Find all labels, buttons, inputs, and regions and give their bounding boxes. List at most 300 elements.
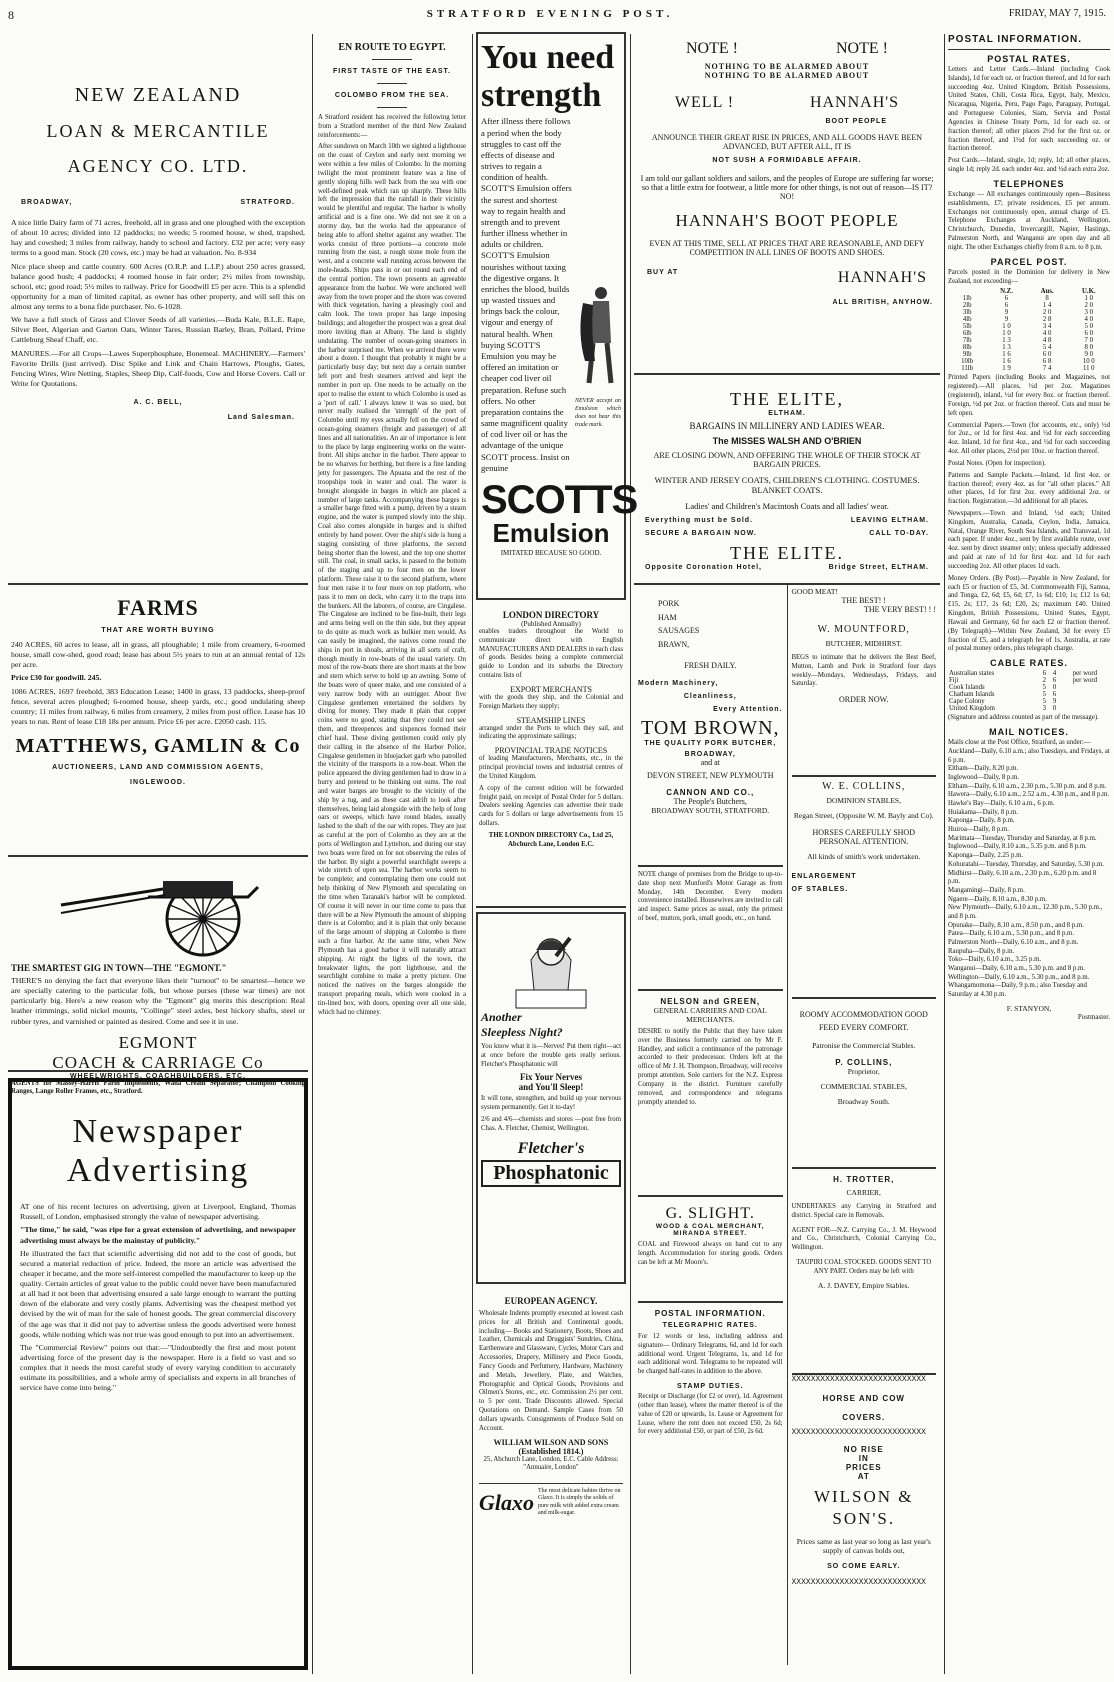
elite-misses: The MISSES WALSH AND O'BRIEN [712, 436, 862, 446]
fresh-daily: FRESH DAILY. [684, 661, 737, 671]
phosphatonic-brand: Phosphatonic [481, 1160, 621, 1187]
cannon-sub: The People's Butchers, [673, 797, 747, 807]
elite-every: Everything must be Sold. [645, 517, 754, 524]
adv-para-4: The "Commercial Review" points out that:—"Undoubtedly the first and most potent advertising force of the present day is the newspaper. Here is a field so vast and so complex that it needs the most careful study of every varying condition to accurately estimate its possibilities, and a whole army of specialists and experts in all branches of service have come into being." [20, 1342, 296, 1393]
egmont-gig-ad [8, 857, 308, 1096]
table-cell: 4 0 [1042, 330, 1052, 338]
nothing-2: NOTHING TO BE ALARMED ABOUT [704, 71, 870, 80]
farms-title: FARMS [117, 595, 199, 620]
matthews-town: INGLEWOOD. [130, 779, 186, 786]
table-cell: 2 0 [1084, 302, 1094, 310]
nz-signed: A. C. BELL, [133, 399, 183, 406]
nz-address-right: STRATFORD. [240, 199, 295, 206]
article-headline: EN ROUTE TO EGYPT. [338, 42, 446, 53]
table-cell: 11 0 [1082, 365, 1095, 373]
egmont-agents: AGENTS for Massey-Harris Farm Implements, Wana Cream Separator; Champion Cooking Ranges, Lange Roller Frames, etc., Stratford. [11, 1079, 305, 1096]
table-cell [1060, 705, 1110, 712]
table-row [948, 365, 1110, 372]
column-4 [634, 30, 940, 1678]
matthews-sub: AUCTIONEERS, LAND AND COMMISSION AGENTS, [52, 764, 264, 771]
sleep-fix-2: and You'll Sleep! [518, 1082, 584, 1093]
list-item: Marimata—Tuesday, Thursday and Saturday, at 8 p.m. [948, 834, 1097, 842]
hannahs-name: HANNAH'S [809, 94, 900, 111]
adv-para-2: "The time," he said, "was ripe for a great extension of advertising, and newspaper advertising must always be the mainstay of publicity." [20, 1225, 296, 1245]
commercial-stables-ad [792, 1009, 937, 1169]
tom-devon: DEVON STREET, NEW PLYMOUTH [647, 771, 774, 781]
hannahs-name-2: HANNAH'S [837, 269, 927, 286]
nz-role: Land Salesman. [227, 414, 295, 421]
article-intro: A Stratford resident has received the following letter from a Stratford member of the third New Zealand reinforcements:— [318, 114, 466, 139]
modern: Modern Machinery, [638, 680, 719, 688]
mountford-ad [792, 587, 937, 777]
nz-title-3: AGENCY CO. LTD. [67, 156, 249, 176]
list-item: Inglewood—Daily, 8.10 a.m., 5.35 p.m. and 8 p.m. [948, 843, 1087, 851]
parcel-post: PARCEL POST. [990, 256, 1068, 267]
newspaper-title: STRATFORD EVENING POST. [426, 8, 674, 20]
table-cell: 0 [1052, 705, 1057, 713]
nelson-title: NELSON and GREEN, [660, 997, 761, 1006]
divider [377, 83, 407, 84]
trotter-ad [792, 1175, 937, 1375]
told-text: I am told our gallant soldiers and sailors, and the peoples of Europe are suffering far worse; so that a little extra for footwear, a little more for other things, is not out of reason—IS IT? NO! [640, 174, 934, 201]
dir-p4: of leading Manufacturers, Merchants, etc., in the principal provincial towns and industrial centres of the United Kingdom. [479, 755, 623, 780]
table-row [948, 344, 1110, 351]
mountford-text: BEGS to intimate that he delivers the Best Beef, Mutton, Lamb and Pork in Stratford four days weekly—Mondays, Wednesdays, Fridays, and Saturday. [791, 654, 936, 688]
note-left: NOTE ! [686, 40, 738, 57]
covers: COVERS. [842, 1413, 886, 1422]
col4-left [634, 585, 787, 1665]
list-item: Hawke's Bay—Daily, 6.10 a.m., 6 p.m. [948, 800, 1055, 808]
sleep-fix-1: Fix Your Nerves [520, 1072, 582, 1083]
table-cell: 7lb [962, 337, 972, 345]
table-cell: 9 [1052, 698, 1057, 706]
article-sub-2: COLOMBO FROM THE SEA. [334, 92, 450, 99]
nz-listing-1: A nice little Dairy farm of 71 acres, freehold, all in grass and one ploughed with the exception of about 10 acres; divided into 12 paddocks; no weeds; 5 roomed house, w shed, trapshed, hay and cowshed; 3 miles from railway, handy to school and factory. £32 per acre; very easy terms to a good man. Stock (20 cows, etc.) may be had at valuation. No. 8-934 [11, 218, 305, 258]
scotts-never: NEVER accept an Emulsion which does not bear this trade mark. [575, 398, 621, 428]
table-row [948, 309, 1110, 316]
mountford-name: W. MOUNTFORD, [817, 624, 910, 635]
wilson-sons: SON'S. [832, 1509, 896, 1528]
patterns: Patterns and Sample Packets.—Inland, 1d first 4oz. or fraction thereof; every 4oz. as for "all other places." All other places, 1d for first 2oz. every additional 2oz. or fraction. Registration.—3d additional for all places. [948, 471, 1110, 506]
london-directory-ad [476, 602, 626, 908]
list-item: Palmerston North—Daily, 6.10 a.m., and 8 p.m. [948, 939, 1079, 947]
pork-list: PORK HAM SAUSAGES BRAWN, [658, 599, 700, 649]
fisherman-cod-icon [575, 283, 621, 393]
slight-title: G. SLIGHT. [665, 1205, 755, 1222]
adv-title-line-2: Advertising [66, 1152, 250, 1190]
table-cell: 4 0 [1084, 316, 1094, 324]
collins-dominion: DOMINION STABLES, [826, 796, 901, 805]
collins-smith: All kinds of smith's work undertaken. [807, 852, 921, 861]
wilson-prices: Prices same as last year so long as last year's supply of canvas holds out, [796, 1537, 931, 1555]
elite-bargains: BARGAINS IN MILLINERY AND LADIES WEAR. [689, 421, 885, 431]
list-item: Ngaere—Daily, 8.10 a.m., 8.30 p.m. [948, 895, 1047, 903]
collins-horses: HORSES CAREFULLY SHOD PERSONAL ATTENTION. [812, 828, 915, 846]
table-row [948, 330, 1110, 337]
horse-cow: HORSE AND COW [822, 1394, 905, 1403]
collins-enlarge: ENLARGEMENT OF STABLES. [791, 873, 857, 893]
table-cell: 2 [1042, 677, 1047, 685]
table-cell: Chatham Islands [949, 691, 995, 699]
x-border-bottom: XXXXXXXXXXXXXXXXXXXXXXXXXXXX [791, 1578, 926, 1587]
table-cell: 6 [1052, 691, 1057, 699]
elite-leaving: LEAVING ELTHAM. [850, 517, 929, 524]
table-cell: 1 0 [1002, 323, 1011, 331]
best-1: THE BEST! ! [841, 596, 886, 605]
table-cell: United Kingdom [949, 705, 995, 713]
table-cell: 1 6 [1002, 358, 1011, 366]
table-cell: 2 8 [1042, 316, 1052, 324]
list-item: Wellington—Daily, 6.10 a.m., 5.30 p.m., and 8 p.m. [948, 973, 1090, 981]
dir-h3: PROVINCIAL TRADE NOTICES [494, 746, 608, 756]
sleep-text-2: It will tone, strengthen, and build up your nervous system permanently. Get it to-day! [481, 1095, 621, 1112]
money-orders: Money Orders. (By Post).—Payable in New Zealand, for each £5 or fraction of £5, 3d. Commonwealth Fiji, Samoa, and Tonga, £2, 6d; £5, 6d; £7, 1s 6d; £10, 1s; £12 1s 6d; £15, 2s; £17, 2s 6d; £20, 2s; maximum £40. United Kingdom, British Possessions, United States, Egypt, Hawaii and Germany, 6d for each £2 or fraction thereof. (By Telegraph)—Within New Zealand, 3d for every £5 fraction of £5, and a telegraph fee of 1s. Australia, at rate of postal money orders, plus telegraph charge. [948, 574, 1110, 653]
column-rule [312, 34, 313, 1674]
euro-firm: WILLIAM WILSON AND SONS (Established 1814.) [493, 1437, 609, 1456]
best-2: THE VERY BEST! ! ! [864, 605, 936, 614]
table-row [948, 677, 1110, 684]
newspapers: Newspapers.—Town and Inland, ½d each; United Kingdom, Australia, Canada, Ceylon, India, Jamaica, Natal, Orange River, South Sea Islands, and Transvaal, 1d each paper. If under 4oz., sent by first available route, over 4oz. sent by direct steamer only; unless specially addressed and paid at rate of 1d for first 4oz. and 1d for each succeeding 2oz. All other places 1d each. [948, 509, 1110, 570]
list-item: Patea—Daily, 6.10 a.m., 5.30 p.m., and 8 p.m. [948, 930, 1075, 938]
table-row [948, 295, 1110, 302]
parcel-intro: Parcels posted in the Dominion for delivery in New Zealand, not exceeding— [948, 268, 1110, 285]
gig-text: THERE'S no denying the fact that everyone likes their "turnout" to be smartest—hence we are specially catering to the particular folk, but whose purses (these war times) are not particularly big. Here's a new reason why the "Egmont" gig merits this description: Real leather trimmings, solid nickel mounts, "Collinge" steel axles, best hickory shafts, steel or rubber tyres, and varnished or painted as desired. Come and see it in use. [11, 976, 305, 1026]
column-1 [8, 30, 308, 1678]
list-item: Midhirst—Daily, 6.10 a.m., 2.30 p.m., 6.20 p.m. and 8 p.m. [948, 869, 1097, 886]
hannahs-ad [634, 30, 940, 375]
list-item: Opunake—Daily, 8.10 a.m., 8.50 p.m., and 8 p.m. [948, 921, 1084, 929]
col4-split [634, 585, 940, 1665]
list-item: Toko—Daily, 6.10 a.m., 3.25 p.m. [948, 956, 1042, 964]
table-header-cell [948, 288, 986, 295]
table-row [948, 684, 1110, 691]
adv-para-3: He illustrated the fact that scientific advertising did not add to the cost of goods, but secured a material reduction of price. Indeed, the more an article was advertised the cheaper it became, and the more self-interest compelled the manufacturer to keep up the quality. Certain articles of great value to the public could never have been manufactured at all had it not been that advertising ensured a sale large enough to warrant the putting down of the elaborate and very costly plants. Advertising was the cheapest method yet devised by the wit of man for the sale of honest goods. The great commercial discovery of the age was that it did not pay to advertise unless the goods advertised were honest goods, while nothing which was not true was good enough to put into an advertisement. [20, 1248, 296, 1339]
table-cell: 6 8 [1042, 358, 1052, 366]
sleep-head-1: Another [481, 1010, 522, 1024]
table-cell [1060, 698, 1110, 705]
table-cell: 5 [1042, 691, 1047, 699]
list-item: Raupuha—Daily, 8 p.m. [948, 947, 1015, 955]
table-cell: 3 4 [1042, 323, 1052, 331]
table-cell: per word [1072, 670, 1098, 678]
tom-broadway: BROADWAY, [684, 751, 736, 759]
table-header-cell: N.Z. [1000, 288, 1013, 296]
divider [372, 59, 412, 60]
table-cell: 6 0 [1042, 351, 1052, 359]
nz-address-left: BROADWAY, [21, 199, 73, 206]
dir-sub: (Published Annually) [521, 620, 581, 628]
tel-rates: TELEGRAPHIC RATES. [662, 1322, 758, 1329]
table-cell: 1lb [962, 295, 972, 303]
table-cell: 2 0 [1042, 309, 1052, 317]
table-row [948, 337, 1110, 344]
even-text: EVEN AT THIS TIME, SELL AT PRICES THAT ARE REASONABLE, AND DEFY COMPETITION IN ALL LINES OF BOOTS AND SHOES. [649, 239, 925, 257]
telephones: TELEPHONES [993, 178, 1065, 189]
sleepless-man-icon [506, 920, 596, 1008]
farms-listing-2: 1086 ACRES, 1697 freehold, 383 Education Lease; 1400 in grass, 13 paddocks, sheep-proof fence, several acres ploughed; 6-roomed house, sheep yards, etc.; good undulating sheep country; 11 miles from railway, 6 miles from creamery, 2 miles from post office. Lease has 10 years to run. Rent of lease £18 18s per annum. Price £6 per acre. £2050 cash. 115. [11, 686, 305, 726]
table-header-cell: Aus. [1040, 288, 1054, 296]
roomy: ROOMY ACCOMMODATION GOOD FEED EVERY COMFORT. [799, 1010, 928, 1032]
table-cell: 1 9 [1002, 365, 1011, 373]
list-item: Whangamomona—Daily, 9 p.m.; also Tuesday and Saturday at 4.30 p.m. [948, 982, 1087, 999]
farms-sub: THAT ARE WORTH BUYING [101, 627, 215, 634]
pcollins: P. COLLINS, [835, 1057, 893, 1067]
table-row [948, 323, 1110, 330]
farms-ad [8, 585, 308, 857]
mountford-sub: BUTCHER, MIDHIRST. [825, 639, 902, 648]
table-cell: 9lb [962, 351, 972, 359]
euro-title: EUROPEAN AGENCY. [504, 1296, 598, 1306]
farms-listing-1b: Price £30 for goodwill. 245. [11, 673, 102, 683]
masthead [0, 0, 1114, 30]
list-item: Kaponga—Daily, 2.25 p.m. [948, 852, 1024, 860]
table-cell: 6 [1042, 670, 1047, 678]
table-cell: 1 6 [1002, 351, 1011, 359]
boot-people: BOOT PEOPLE [825, 118, 887, 125]
table-cell: 7 0 [1084, 337, 1094, 345]
hannahs-boot-people: HANNAH'S BOOT PEOPLE [675, 211, 899, 230]
dir-title: LONDON DIRECTORY [502, 610, 600, 620]
table-cell: 4 [1052, 670, 1057, 678]
glaxo-text: The most delicate babies thrive on Glaxo. It is simply the solids of pure milk with added extra cream and milk-sugar. [538, 1488, 621, 1516]
nz-manures: MANURES.—For all Crops—Lawes Superphosphate, Bonemeal. MACHINERY.—Farmers' Favorite Drills (just arrived). Disc Spike and Link and Chain Harrows, Ploughs, Gates, Fencing Wires, Wire Netting, Staples, Sheep Dip, Calf-foods, Cow and Horse Covers. Call or Write for Quotations. [11, 348, 305, 388]
glaxo-brand: Glaxo [479, 1489, 534, 1515]
cable-rates-table [948, 670, 1110, 712]
article-body: After sundown on March 10th we sighted a lighthouse on the coast of Ceylon and early next morning we were within a few miles of Colombo. In the morning twilight the most prominent feature was a line of gently sloping hills well back from the sea with one well-defined peak which ran up sharply. These hills left the impression that the rainfall in their vicinity would be plentiful and regular. The harbor is wholly artificial and is a fine one. We did not see it on a stormy day, but the works had the appearance of being able to afford shelter against any weather. The works consist of three portions—a concrete mole running from the east, a rough stone mole from the west, and a concrete wall running across between the mole-heads. Ships pass in or out round each end of the central portion. The town presents an agreeable appearance from the harbor. We were anchored well away from the town proper and the shore was covered with thick vegetation, having a pleasingly cool and calm look. The town proper has large imposing buildings; and altogether the prospect was a great deal more inviting than at Albany. The land is slightly undulating. The number of ocean-going steamers in the harbor surprised me. When we arrived there were about a dozen. I thought that probably it might be a particularly busy day; but next day a certain number left port and fresh steamers arrived and kept the number in port up. One needs to be actually on the spot to realise the extent to which Colombo is used as a 'port of call.' I always knew it was so used, but never really realised the 'strength' of the port of Colombo until my eyes actually fell on the crowd of ocean-going steamers (freight and passenger) of all lines and all nationalities. An air of importance is lent to the place by large engineering works on the water-front. All ships anchor in the harbor. There appear to be no wharves for berthing, but there is a fine landing jetty for passengers. The Apuana and the rest of the troopships took in water and coal. The water is brought alongside in barges in which are placed a number of large tanks. Accompanying these barges is a smaller barge fitted with a pump, driven by a steam engine, and the water is pumped slowly into the ship. Coal also comes alongside in barges and is shifted entirely by hand power. Over the ship's side is hung a staging consisting of three platforms, the second being shorter than the lowest, and the top one shorter still. The coal, in small sacks, is passed to the bottom of the staging and up to four men on the lower platform. These raise it to the second platform, where four men raise it to four more on top platform, who pass it to men on deck, who carry it to the traps into the bunkers. All the laborers, of course, are Cingalese. The Cingalese are inclined to be fine-built, their legs and arms being well on the thin side, but they appear to do quite as much work as bulkier men would. As can easily be imagined, the natives come round the ships in port in shoals, arriving in all sorts of craft, though mostly in row-boats of the usual variety. On most of the row-boats there are short masts at the bow and stern which serve to hold up an awning. Some of the boats were of queer make, and one consisted of a very narrow body with an outrigger. About five Cingalese gentlemen entertained the soldiers by diving for money. They made it plain that copper coins were no good, stating that they could not see them, and threepences and sixpences formed their chief haul. These diving gentlemen could only ply their calling in the absence of the Harbor Police, Cingalese gentlemen in bluejacket garb who patrolled the vicinity of the transports in a row-boat. When the police appeared the diving gentlemen had to draw in a hurry and pretend to be thinking out sums. The real and water barges are brought to the vicinity of the ship by a tug, and as these cast adrift to look after themselves, being laid alongside with the help of long oars or sweeps, which have round blades, usually lashed to the shaft of the oar with ropes. They are just as careful at the port of Colombo as they are at the ports of Wellington and Lyttelton, and during our stay two boats were fired on for not observing the rules of the harbor. By night a powerful searchlight sweeps a wide stretch of open sea. The harbor works seem to be complete; and contemplating them one could not help thinking of New Plymouth and speculating on the time when Taranaki's harbor will be completed. Of course it will never in our time come to pass that there will be at New Plymouth the amount of shipping there is at Colombo; and it is plain that only because of the large amount of shipping at Colombo is there such a fine harbor. At the same time, when New Plymouth has a good harbor it will naturally attract shipping. At night the lights of the town, the breakwater lights, the port lighthouse, and the searchlight combine to make a pretty picture. One noticed the natives on the barges alongside the transport preparing meals, which were cooked in a tin-lined box, with doors, opening over all one side, which had no chimney. [318, 143, 466, 1016]
table-header-cell: U.K. [1081, 288, 1096, 296]
scotts-figure [575, 113, 621, 474]
column-rule [944, 34, 945, 1674]
list-item: Kaponga—Daily, 8 p.m. [948, 817, 1015, 825]
table-row [948, 670, 1110, 677]
divider [948, 49, 1110, 50]
trotter-agent: AGENT FOR—N.Z. Carrying Co., J. M. Heywood and Co., Christchurch, Colonial Carrying Co., Wellington. [791, 1226, 936, 1252]
slight-ad [638, 1205, 783, 1303]
dir-p3: arranged under the Ports to which they sail, and indicating the approximate sailings; [479, 724, 623, 741]
egmont-coach: COACH & CARRIAGE Co [52, 1052, 264, 1072]
list-item: Hawera—Daily, 6.10 a.m., 2.52 a.m., 4.30 p.m., and 8 p.m. [948, 791, 1110, 799]
elite-row-3 [637, 564, 937, 571]
tom-brown-ad [638, 597, 783, 867]
table-cell: Fiji [949, 677, 959, 685]
table-cell: 8 0 [1084, 344, 1094, 352]
tel-text: For 12 words or less, including address and signature— Ordinary Telegrams, 6d, and 1d for each additional word. Urgent Telegrams, 1s, and 1d for each additional word. Telegrams to be repeated will be charged half-rates in addition to the above. [638, 1333, 783, 1376]
list-item: New Plymouth—Daily, 6.10 a.m., 12.30 p.m., 5.30 p.m., and 8 p.m. [948, 904, 1103, 920]
page-number: 8 [8, 8, 14, 22]
table-cell: 4lb [962, 316, 972, 324]
parcel-rates-table [948, 288, 1110, 372]
elite-row-1 [637, 517, 937, 524]
farms-listing-1: 240 ACRES, 60 acres to lease, all in grass, all ploughable; 1 mile from creamery, 6-roomed house, small cow-shed, good road; lease has about 5½ years to run at an annual rental of 12s per acre. [11, 640, 305, 670]
table-cell: 0 [1052, 684, 1057, 692]
column-rule [472, 34, 473, 1674]
gig-cart-illustration [53, 867, 263, 959]
table-cell: 1 4 [1042, 302, 1052, 310]
divider [377, 107, 407, 108]
commercial: COMMERCIAL STABLES, [820, 1081, 907, 1091]
table-cell: 10lb [961, 358, 974, 366]
elite-secure: SECURE A BARGAIN NOW. [645, 530, 757, 537]
elite-opp: Opposite Coronation Hotel, [645, 564, 762, 571]
collins-ad [792, 781, 937, 999]
table-cell: 5 [1042, 698, 1047, 706]
postcards: Post Cards.—Inland, single, 1d; reply, 1d; all other places, single 1d; reply 2d. each under 4oz. and ½d each extra 2oz. [948, 157, 1110, 174]
trotter-name: H. TROTTER, [833, 1175, 895, 1184]
dir-p2: with the goods they ship, and the Colonial and Foreign Markets they supply; [479, 693, 623, 710]
table-cell: 10 0 [1082, 358, 1095, 366]
commercial-papers: Commercial Papers.—Town (for accounts, etc., only) ½d for 2oz., or 1d for first 4oz. and ½d for each succeeding 4oz. Inland, 1d for first 4oz., and ½d for each succeeding 4oz. All other places, 2½d per 10oz. or fraction thereof. [948, 421, 1110, 456]
letters: Letters and Letter Cards.—Inland (including Cook Islands), 1d for each oz. or fraction thereof, and 1d for each succeeding 4oz. United Kingdom, British Possessions, United States, Chili, Costa Rica, Egypt, Italy, Mexico, Nicaragua, Nigeria, Peru, Pago Pago, Paraguay, Portugal, and Portuguese Colonies, Siam, Servia and Postal Agencies in Chinese Treaty Ports, 1d for each oz. or fraction thereof; all other places 2½d for the first oz. or fraction thereof, and 1½d for each succeeding oz. or fraction thereof. [948, 66, 1110, 153]
table-cell: 8lb [962, 344, 972, 352]
trotter-carrier: CARRIER, [846, 1188, 881, 1197]
table-cell: 3 0 [1084, 309, 1094, 317]
list-item: Mangamingi—Daily, 8 p.m. [948, 886, 1025, 894]
x-border-mid: XXXXXXXXXXXXXXXXXXXXXXXXXXXX [791, 1428, 926, 1437]
postal-notes: Postal Notes. (Open for inspection). [948, 459, 1046, 467]
printed-papers: Printed Papers (including Books and Magazines, not registered).—All places, ½d per 2oz. Magazines (registered), inland, ½d for every 8oz. or fraction thereof. Foreign, ½d per 2oz. or fraction thereof. Cuts and must be left open. [948, 374, 1110, 417]
table-cell: Cape Colony [949, 698, 985, 706]
egmont-name: EGMONT [118, 1032, 198, 1052]
elite-title-2: THE ELITE. [730, 543, 844, 563]
elite-call: CALL TO-DAY. [869, 530, 929, 537]
table-cell: Cook Islands [949, 684, 985, 692]
x-border-top: XXXXXXXXXXXXXXXXXXXXXXXXXXXX [791, 1375, 926, 1384]
adv-title [20, 1112, 296, 1190]
newspaper-advertising-box [8, 1078, 308, 1670]
table-cell: 7 4 [1042, 365, 1052, 373]
tom-and: and at [700, 758, 720, 768]
sleep-price: 2/6 and 4/6—chemists and stores —post free from Chas. A. Fletcher, Chemist, Wellington. [481, 1116, 621, 1132]
table-cell: 5 [1042, 684, 1047, 692]
trotter-text: UNDERTAKES any Carrying in Stratford and district. Special care in Removals. [791, 1203, 936, 1219]
elite-town: ELTHAM. [768, 410, 806, 417]
scotts-headline-1: You need [481, 39, 615, 76]
well-label: WELL ! [674, 94, 735, 111]
cable-rates: CABLE RATES. [990, 658, 1068, 669]
stamp-title: STAMP DUTIES. [677, 1383, 744, 1391]
table-cell: 6 [1004, 302, 1009, 310]
elite-closing: ARE CLOSING DOWN, AND OFFERING THE WHOLE OF THEIR STOCK AT BARGAIN PRICES. [653, 451, 921, 469]
postmaster-role: Postmaster. [1077, 1012, 1110, 1021]
list-item: Inglewood—Daily, 8 p.m. [948, 773, 1020, 781]
dir-h1: EXPORT MERCHANTS [510, 684, 592, 694]
buy-at: BUY AT [647, 269, 679, 276]
mail-intro: Mails close at the Post Office, Stratford, as under:— [948, 739, 1091, 747]
wilson-name: WILSON & [813, 1487, 914, 1506]
col4-right [787, 585, 941, 1665]
mail-notices: MAIL NOTICES. [989, 727, 1069, 738]
trotter-davey: A. J. DAVEY, Empire Stables. [818, 1280, 910, 1290]
tom-brown: TOM BROWN, [640, 717, 780, 740]
table-cell: 5 0 [1084, 323, 1094, 331]
euro-text: Wholesale Indents promptly executed at lowest cash prices for all British and Continental goods, including— Books and Stationery, Boots, Shoes and Leather, Chemicals and Druggists' Sundries, China, Earthenware and Glassware, Cycles, Motor Cars and Accessories, Drapery, Millinery and Piece Goods, Fancy Goods and Perfumery, Hardware, Machinery and Metals, Jewellery, Plate, and Watches, Photographic and Optical Goods, Provisions and Oilmen's Stores, etc., etc. Commission 2½ per cent. to 5 per cent. Trade Discounts allowed. Special Quotations on Demand. Sample Cases from 50 dollars upwards. Consignments of Produce Sold on Account. [479, 1310, 623, 1432]
list-item: Huiroa—Daily, 8 p.m. [948, 826, 1009, 834]
cleanliness: Cleanliness, [683, 693, 737, 701]
table-cell: 1 0 [1084, 295, 1094, 303]
elite-bridge: Bridge Street, ELTHAM. [828, 564, 929, 571]
table-cell: Australian states [949, 670, 995, 678]
fletchers-brand: Fletcher's [517, 1139, 585, 1157]
cannon: CANNON AND CO., [666, 788, 755, 798]
well-row [637, 94, 937, 112]
table-row [948, 698, 1110, 705]
issue-date: FRIDAY, MAY 7, 1915. [1008, 8, 1106, 19]
dir-p1: enables traders throughout the World to communicate direct with English MANUFACTURERS AND DEALERS in each class of goods. Besides being a complete commercial guide to London and its suburbs the Directory contains lists of [479, 628, 623, 680]
table-cell: 6 [1004, 295, 1009, 303]
scotts-emulsion: Emulsion [492, 517, 610, 548]
table-cell: 1 3 [1002, 337, 1011, 345]
tom-sub: THE QUALITY PORK BUTCHER, [644, 740, 777, 748]
cannon-addr: BROADWAY SOUTH, STRATFORD. [651, 806, 770, 816]
list-item: Kohuratahi—Tuesday, Thursday, and Saturday, 5.30 p.m. [948, 860, 1104, 868]
table-header-row [948, 288, 1110, 295]
table-cell [1060, 684, 1110, 691]
euro-address: 25, Abchurch Lane, London, E.C. Cable Address: "Annuaire, London" [483, 1455, 619, 1472]
table-cell: 2lb [962, 302, 972, 310]
all-british: ALL BRITISH, ANYHOW. [832, 299, 933, 306]
list-item: Wanganui—Daily, 6.10 a.m., 5.30 p.m. and 8 p.m. [948, 965, 1086, 973]
nelson-ad [638, 997, 783, 1197]
postal-rates: POSTAL RATES. [987, 54, 1071, 64]
postmaster-name: F. STANYON, [1006, 1003, 1052, 1013]
list-item: Eltham—Daily, 8.20 p.m. [948, 765, 1019, 773]
nothing-1: NOTHING TO BE ALARMED ABOUT [704, 62, 870, 71]
sleep-text: You know what it is—Nerves! Put them right—act at once before the trouble gets really serious. Fletcher's Phosphatonic will [481, 1043, 621, 1068]
dir-h2: STEAMSHIP LINES [516, 715, 586, 725]
patronise: Patronise the Commercial Stables. [812, 1040, 916, 1050]
stamp-text: Receipt or Discharge (for £2 or over), 1d. Agreement (other than lease), where the matter thereof is of the value of £20 or upwards, 1s. Lease or Agreement for Lease, where the rent does not exceed £50, 2s 6d; for every additional £50, or part of £50, 2s 6d. [638, 1393, 783, 1436]
telephones-text: Exchange — All exchanges continuously open—Business establishments, £7; private residences, £5 per annum. Exchanges not continuously open, annual charge of £5. Telephone Exchanges at Auckland, Wellington, Christchurch, Dunedin, Invercargill, Napier, Hastings, Palmerston North, and Wanganui are open day and all night. The other Exchanges chiefly from 8 a.m. to 8 p.m. [948, 190, 1110, 251]
table-row [948, 351, 1110, 358]
list-item: Huiakama—Daily, 8 p.m. [948, 808, 1018, 816]
table-cell [1060, 691, 1110, 698]
table-cell: 6 0 [1084, 330, 1094, 338]
elite-ladies: Ladies' and Children's Macintosh Coats and all ladies' wear. [685, 501, 889, 511]
scotts-imitated: IMITATED BECAUSE SO GOOD. [500, 548, 602, 557]
table-cell: 9 [1004, 316, 1009, 324]
broadway-south: Broadway South. [837, 1096, 890, 1106]
cannon-text: NOTE change of premises from the Bridge to up-to-date shop next Munford's Motor Garage as from Monday, 14th December. Every modern convenience installed. Housewives are invited to call and inspect. Same prices as usual, only the primest of beef, mutton, pork, small goods, etc., on hand. [638, 871, 783, 991]
elite-ad [634, 375, 940, 585]
column-3 [476, 30, 638, 1678]
sleep-head-2: Sleepless Night? [481, 1025, 563, 1039]
nz-title: NEW ZEALAND [74, 84, 242, 106]
table-cell: 3lb [962, 309, 972, 317]
gig-headline: THE SMARTEST GIG IN TOWN—THE "EGMONT." [11, 963, 227, 973]
trotter-taupiri: TAUPIRI COAL STOCKED. GOODS SENT TO ANY PART. Orders may be left with [796, 1259, 932, 1275]
table-row [948, 358, 1110, 365]
table-row [948, 316, 1110, 323]
table-cell: 6lb [962, 330, 972, 338]
adv-para-1: AT one of his recent lectures on advertising, given at Liverpool, England, Thomas Russell, of London, emphasised strongly the value of newspaper advertising. [20, 1202, 296, 1222]
postal-info-ad [638, 1309, 783, 1437]
prop: Proprietor, [847, 1066, 880, 1076]
postal-title: POSTAL INFORMATION. [654, 1309, 766, 1318]
note-row [637, 40, 937, 58]
table-row [948, 705, 1110, 712]
table-cell: 5 4 [1042, 344, 1052, 352]
cable-note: (Signature and address counted as part of the message). [948, 714, 1099, 722]
table-cell: 5lb [962, 323, 972, 331]
slight-sub: WOOD & COAL MERCHANT, MIRANDA STREET. [655, 1223, 765, 1237]
table-cell: 6 [1052, 677, 1057, 685]
nz-address [21, 199, 295, 206]
table-cell: 8 [1045, 295, 1049, 303]
matthews-firm: MATTHEWS, GAMLIN & Co [15, 735, 301, 757]
scotts-text: After illness there follows a period when the body struggles to cast off the effects of disease and strives to regain a condition of health. SCOTT'S Emulsion offers the surest and shortest way to regain health and strength and to prevent further illness whether in adults or children. SCOTT'S Emulsion nourishes without taxing the digestive organs. It enriches the blood, builds up wasted tissues and brings back the colour, vigour and energy of natural health. When buying SCOTT'S Emulsion you may be offered an imitation or cheaper cod liver oil preparation. Refuse such offers. No other preparation contains the same magnificent quality of cod liver oil or has the advantage of the unique SCOTT process. Insist on genuine [481, 116, 572, 473]
table-cell: 1 3 [1002, 344, 1011, 352]
list-item: Auckland—Daily, 6.10 a.m.; also Tuesdays, and Fridays, at 6 p.m. [948, 747, 1110, 764]
